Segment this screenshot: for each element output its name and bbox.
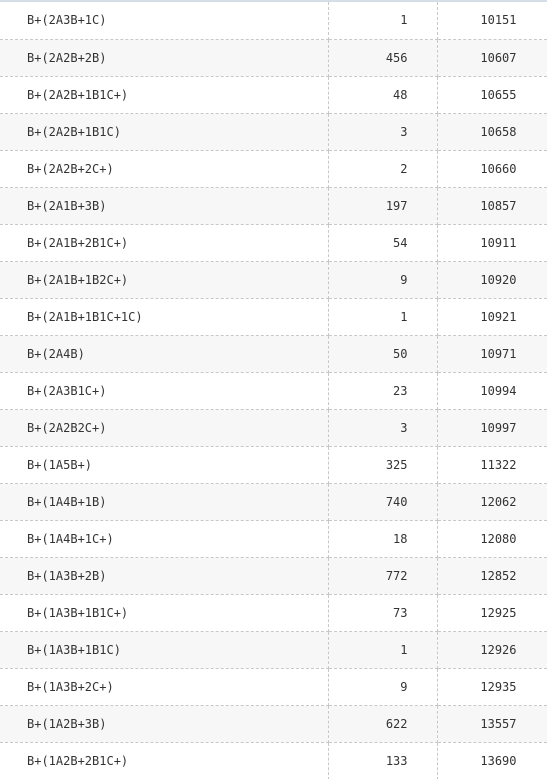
row-count-cell: 73 bbox=[328, 594, 437, 631]
row-cumulative-cell: 10658 bbox=[437, 113, 547, 150]
row-count-cell: 18 bbox=[328, 520, 437, 557]
table-row bbox=[0, 298, 547, 335]
table-row bbox=[0, 409, 547, 446]
table-row bbox=[0, 224, 547, 261]
row-count-cell: 3 bbox=[328, 113, 437, 150]
table-row bbox=[0, 594, 547, 631]
row-combination-cell: B+(2A3B+1C) bbox=[0, 2, 328, 39]
row-count-cell: 197 bbox=[328, 187, 437, 224]
row-cumulative-cell: 10920 bbox=[437, 261, 547, 298]
row-cumulative-cell: 12062 bbox=[437, 483, 547, 520]
row-combination-cell: B+(1A3B+1B1C) bbox=[0, 631, 328, 668]
row-combination-cell: B+(2A2B+2C+) bbox=[0, 150, 328, 187]
row-combination-cell: B+(1A2B+3B) bbox=[0, 705, 328, 742]
row-combination-cell: B+(2A3B1C+) bbox=[0, 372, 328, 409]
row-combination-cell: B+(1A5B+) bbox=[0, 446, 328, 483]
row-combination-cell: B+(2A1B+1B2C+) bbox=[0, 261, 328, 298]
row-cumulative-cell: 10994 bbox=[437, 372, 547, 409]
table-row bbox=[0, 668, 547, 705]
row-cumulative-cell: 10655 bbox=[437, 76, 547, 113]
row-cumulative-cell: 12852 bbox=[437, 557, 547, 594]
row-count-cell: 48 bbox=[328, 76, 437, 113]
row-combination-cell: B+(2A2B+1B1C) bbox=[0, 113, 328, 150]
row-combination-cell: B+(2A2B+2B) bbox=[0, 39, 328, 76]
table-row bbox=[0, 631, 547, 668]
row-cumulative-cell: 10997 bbox=[437, 409, 547, 446]
row-combination-cell: B+(2A2B2C+) bbox=[0, 409, 328, 446]
row-combination-cell: B+(2A1B+2B1C+) bbox=[0, 224, 328, 261]
row-count-cell: 325 bbox=[328, 446, 437, 483]
row-combination-cell: B+(1A2B+2B1C+) bbox=[0, 742, 328, 779]
table-row bbox=[0, 372, 547, 409]
row-combination-cell: B+(1A4B+1C+) bbox=[0, 520, 328, 557]
row-count-cell: 3 bbox=[328, 409, 437, 446]
row-count-cell: 133 bbox=[328, 742, 437, 779]
table-row bbox=[0, 261, 547, 298]
row-combination-cell: B+(1A4B+1B) bbox=[0, 483, 328, 520]
table-row bbox=[0, 39, 547, 76]
row-cumulative-cell: 13690 bbox=[437, 742, 547, 779]
table-row bbox=[0, 446, 547, 483]
row-cumulative-cell: 10911 bbox=[437, 224, 547, 261]
row-count-cell: 1 bbox=[328, 2, 437, 39]
table-row bbox=[0, 520, 547, 557]
row-count-cell: 2 bbox=[328, 150, 437, 187]
row-count-cell: 1 bbox=[328, 298, 437, 335]
row-combination-cell: B+(2A4B) bbox=[0, 335, 328, 372]
data-table bbox=[0, 2, 547, 779]
row-count-cell: 54 bbox=[328, 224, 437, 261]
row-count-cell: 9 bbox=[328, 261, 437, 298]
row-count-cell: 622 bbox=[328, 705, 437, 742]
table-row bbox=[0, 557, 547, 594]
row-cumulative-cell: 12935 bbox=[437, 668, 547, 705]
table-row bbox=[0, 483, 547, 520]
row-count-cell: 9 bbox=[328, 668, 437, 705]
row-count-cell: 740 bbox=[328, 483, 437, 520]
table-body bbox=[0, 2, 547, 779]
row-cumulative-cell: 10971 bbox=[437, 335, 547, 372]
row-combination-cell: B+(2A1B+1B1C+1C) bbox=[0, 298, 328, 335]
row-cumulative-cell: 10921 bbox=[437, 298, 547, 335]
row-cumulative-cell: 10660 bbox=[437, 150, 547, 187]
row-cumulative-cell: 12925 bbox=[437, 594, 547, 631]
row-count-cell: 772 bbox=[328, 557, 437, 594]
table-row bbox=[0, 150, 547, 187]
table-row bbox=[0, 76, 547, 113]
row-cumulative-cell: 12926 bbox=[437, 631, 547, 668]
row-count-cell: 50 bbox=[328, 335, 437, 372]
row-count-cell: 456 bbox=[328, 39, 437, 76]
row-cumulative-cell: 10151 bbox=[437, 2, 547, 39]
row-cumulative-cell: 13557 bbox=[437, 705, 547, 742]
table-row bbox=[0, 742, 547, 779]
table-row bbox=[0, 705, 547, 742]
table-row bbox=[0, 187, 547, 224]
row-cumulative-cell: 10857 bbox=[437, 187, 547, 224]
row-cumulative-cell: 10607 bbox=[437, 39, 547, 76]
table-row bbox=[0, 2, 547, 39]
row-combination-cell: B+(2A1B+3B) bbox=[0, 187, 328, 224]
row-combination-cell: B+(1A3B+2C+) bbox=[0, 668, 328, 705]
row-combination-cell: B+(1A3B+1B1C+) bbox=[0, 594, 328, 631]
table-row bbox=[0, 113, 547, 150]
row-count-cell: 1 bbox=[328, 631, 437, 668]
row-count-cell: 23 bbox=[328, 372, 437, 409]
row-cumulative-cell: 12080 bbox=[437, 520, 547, 557]
row-combination-cell: B+(2A2B+1B1C+) bbox=[0, 76, 328, 113]
row-cumulative-cell: 11322 bbox=[437, 446, 547, 483]
row-combination-cell: B+(1A3B+2B) bbox=[0, 557, 328, 594]
table-row bbox=[0, 335, 547, 372]
